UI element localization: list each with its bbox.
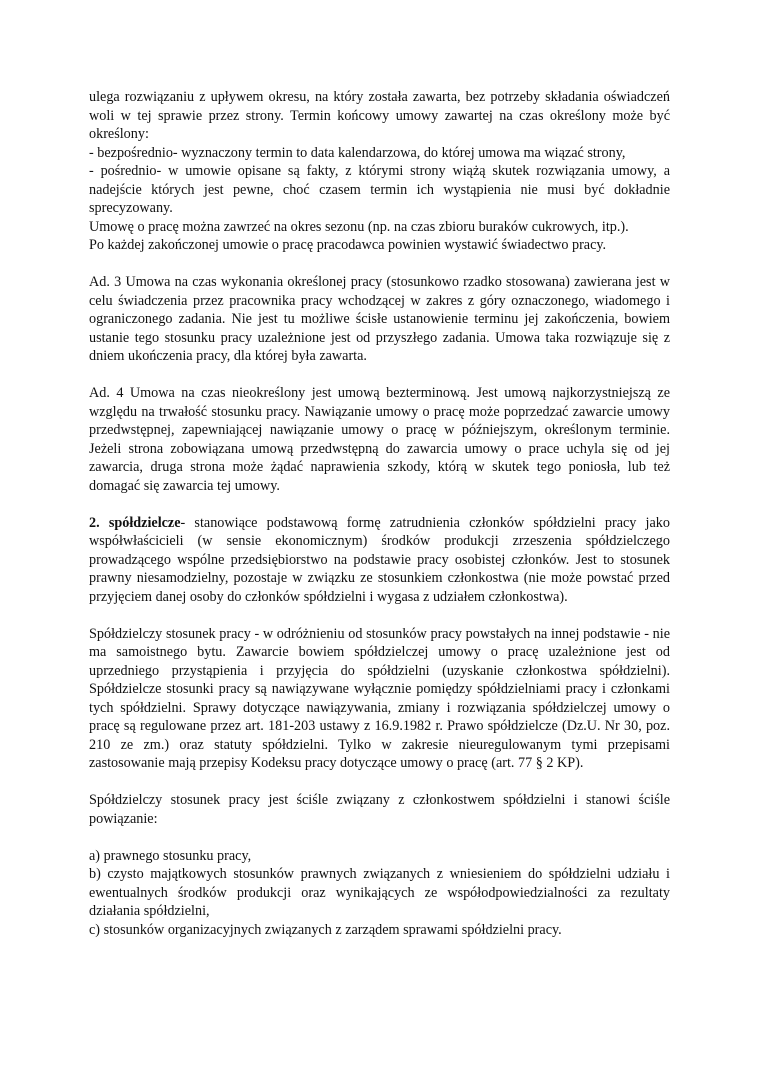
spacer	[89, 495, 670, 514]
paragraph-cooperative-relation: Spółdzielczy stosunek pracy - w odróżnieniu od stosunków pracy powstałych na innej podstawie - nie ma samoistnego bytu. Zawarcie bowiem spółdzielczej umowy o pracę uzależnione jest od uprzedniego przystąpienia i przyjęcia do spółdzielni (uzyskanie członkostwa spółdzielni). Spółdzielcze stosunki pracy są nawiązywane wyłącznie pomiędzy spółdzielniami pracy i członkami tych spółdzielni. Sprawy dotyczące nawiązywania, zmiany i rozwiązania spółdzielczej umowy o pracę są regulowane przez art. 181-203 ustawy z 16.9.1982 r. Prawo spółdzielcze (Dz.U. Nr 30, poz. 210 ze zm.) oraz statuty spółdzielni. Tylko w zakresie nieuregulowanym tymi przepisami zastosowanie mają przepisy Kodeksu pracy dotyczące umowy o pracę (art. 77 § 2 KP).	[89, 625, 670, 771]
paragraph-season: Umowę o pracę można zawrzeć na okres sezonu (np. na czas zbioru buraków cukrowych, itp.).	[89, 218, 629, 235]
spacer	[89, 773, 670, 792]
list-item-c: c) stosunków organizacyjnych związanych z zarządem sprawami spółdzielni pracy.	[89, 921, 562, 938]
paragraph-ad4: Ad. 4 Umowa na czas nieokreślony jest umową bezterminową. Jest umową najkorzystniejszą ze względu na trwałość stosunku pracy. Nawiązanie umowy o pracę może poprzedzać zawarcie umowy przedwstępnej, zapewniającej nawiązanie umowy o pracę w późniejszym, określonym terminie. Jeżeli strona zobowiązana umową przedwstępną do zawarcia umowy o prace uchyla się od jej zawarcia, druga strona może żądać naprawienia szkody, którą w skutek tego poniosła, lub też domagać się zawarcia tej umowy.	[89, 385, 670, 494]
list-item-a: a) prawnego stosunku pracy,	[89, 847, 252, 864]
section-heading-cooperative: 2. spółdzielcze	[89, 514, 181, 531]
spacer	[89, 606, 670, 625]
document-page	[89, 88, 670, 939]
paragraph-direct-term: - bezpośrednio- wyznaczony termin to data kalendarzowa, do której umowa ma wiązać strony,	[89, 144, 626, 161]
list-item-b: b) czysto majątkowych stosunków prawnych związanych z wniesieniem do spółdzielni udziału i ewentualnych środków produkcji oraz wynikających ze współodpowiedzialności za rezultaty działania spółdzielni,	[89, 866, 670, 919]
spacer	[89, 828, 670, 847]
spacer	[89, 366, 670, 385]
paragraph-cooperative-bond: Spółdzielczy stosunek pracy jest ściśle związany z członkostwem spółdzielni i stanowi ściśle powiązanie:	[89, 792, 670, 827]
paragraph-indirect-term: - pośrednio- w umowie opisane są fakty, z którymi strony wiążą skutek rozwiązania umowy, a nadejście których jest pewne, choć czasem termin ich wystąpienia nie musi być dokładnie sprecyzowany.	[89, 163, 670, 216]
cooperative-text: - stanowiące podstawową formę zatrudnienia członków spółdzielni pracy jako współwłaścicieli (w sensie ekonomicznym) środków produkcji zrzeszenia spółdzielczego prowadzącego wspólne przedsiębiorstwo na podstawie pracy osobistej członków. Jest to stosunek prawny niesamodzielny, pozostaje w związku ze stosunkiem członkostwa (nie może powstać przed przyjęciem danej osoby do członków spółdzielni i wygasa z udziałem członkostwa).	[89, 514, 670, 605]
paragraph-certificate: Po każdej zakończonej umowie o pracę pracodawca powinien wystawić świadectwo pracy.	[89, 237, 607, 253]
paragraph-cooperative	[89, 514, 670, 607]
paragraph-term-end: ulega rozwiązaniu z upływem okresu, na który została zawarta, bez potrzeby składania oświadczeń woli w tej sprawie przez strony. Termin końcowy umowy zawartej na czas określony może być określony:	[89, 89, 670, 142]
spacer	[89, 255, 670, 274]
paragraph-ad3: Ad. 3 Umowa na czas wykonania określonej pracy (stosunkowo rzadko stosowana) zawierana jest w celu świadczenia przez pracownika pracy wchodzącej w zakres z góry oznaczonego, wiadomego i ograniczonego zadania. Nie jest tu możliwe ścisłe ustanowienie terminu jej zakończenia, bowiem ustanie tego stosunku pracy uzależnione jest od przyszłego zadania. Umowa taka rozwiązuje się z dniem ukończenia pracy, dla której była zawarta.	[89, 274, 670, 364]
